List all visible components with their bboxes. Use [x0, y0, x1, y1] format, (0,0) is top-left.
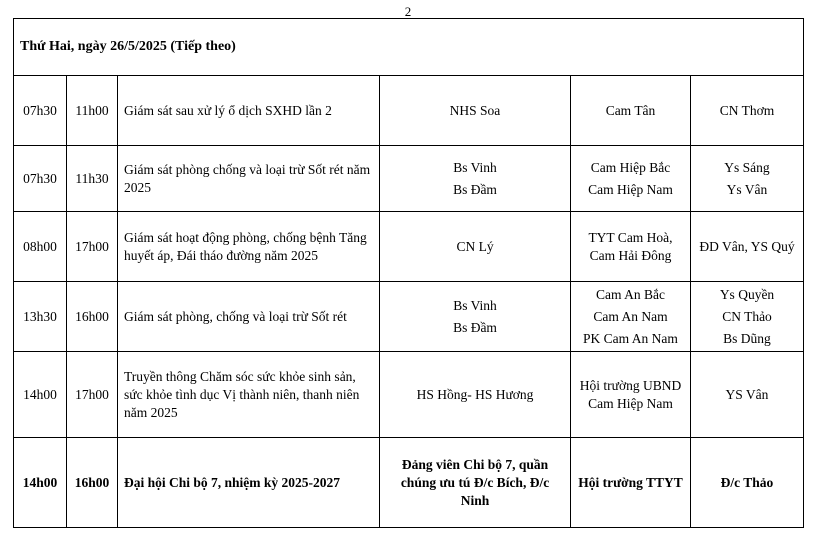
- lead-person: [380, 352, 571, 438]
- table-header: Thứ Hai, ngày 26/5/2025 (Tiếp theo): [14, 19, 804, 76]
- activity-content: Giám sát phòng, chống và loại trừ Sốt rét: [118, 282, 380, 352]
- schedule-table: [13, 18, 804, 528]
- assist-person-line: YS Vân: [725, 387, 769, 403]
- table-row: [14, 212, 804, 282]
- assist-person: [691, 282, 804, 352]
- location: [571, 76, 691, 146]
- start-time: 13h30: [14, 282, 67, 352]
- start-time: 14h00: [14, 438, 67, 528]
- start-time: 07h30: [14, 146, 67, 212]
- activity-content: Giám sát hoạt động phòng, chống bệnh Tăng huyết áp, Đái tháo đường năm 2025: [118, 212, 380, 282]
- assist-person-line: CN Thảo: [722, 308, 772, 324]
- location: [571, 352, 691, 438]
- assist-person-line: Ys Vân: [726, 181, 768, 197]
- location: [571, 212, 691, 282]
- assist-person-line: Bs Dũng: [723, 330, 771, 346]
- lead-person: [380, 282, 571, 352]
- start-time: 14h00: [14, 352, 67, 438]
- activity-content: Giám sát sau xử lý ổ dịch SXHD lần 2: [118, 76, 380, 146]
- page-number: 2: [404, 4, 412, 19]
- end-time: 11h00: [67, 76, 118, 146]
- table-row: [14, 146, 804, 212]
- lead-person-line: CN Lý: [456, 238, 494, 254]
- assist-person-line: ĐD Vân, YS Quý: [699, 238, 795, 254]
- location-line: Cam Tân: [605, 102, 656, 118]
- lead-person: [380, 212, 571, 282]
- end-time: 16h00: [67, 438, 118, 528]
- activity-content: Truyền thông Chăm sóc sức khỏe sinh sản, sức khỏe tình dục Vị thành niên, thanh niên năm 2025: [118, 352, 380, 438]
- end-time: 16h00: [67, 282, 118, 352]
- location-line: Cam An Nam: [593, 308, 668, 324]
- location-line: Cam Hiệp Bắc: [590, 159, 671, 175]
- location: [571, 146, 691, 212]
- start-time: 07h30: [14, 76, 67, 146]
- assist-person: [691, 352, 804, 438]
- activity-content: Đại hội Chi bộ 7, nhiệm kỳ 2025-2027: [118, 438, 380, 528]
- assist-person-line: Ys Sáng: [724, 159, 770, 175]
- location-line: Cam Hiệp Nam: [588, 181, 673, 197]
- assist-person: [691, 212, 804, 282]
- location-line: Hội trường TTYT: [578, 475, 683, 491]
- assist-person-line: Đ/c Thảo: [720, 475, 774, 491]
- location-line: Hội trường UBND Cam Hiệp Nam: [579, 378, 682, 411]
- lead-person-line: Bs Đầm: [453, 181, 497, 197]
- table-row: [14, 438, 804, 528]
- lead-person-line: Bs Vinh: [453, 159, 497, 175]
- lead-person-line: Bs Vinh: [453, 297, 497, 313]
- table-row: [14, 352, 804, 438]
- activity-content: Giám sát phòng chống và loại trừ Sốt rét năm 2025: [118, 146, 380, 212]
- end-time: 11h30: [67, 146, 118, 212]
- location-line: PK Cam An Nam: [583, 330, 678, 346]
- lead-person: [380, 438, 571, 528]
- table-row: [14, 282, 804, 352]
- assist-person-line: Ys Quyền: [719, 287, 775, 302]
- assist-person: [691, 76, 804, 146]
- assist-person-line: CN Thơm: [719, 102, 775, 118]
- lead-person: [380, 146, 571, 212]
- location: [571, 438, 691, 528]
- table-row: [14, 76, 804, 146]
- lead-person-line: HS Hồng- HS Hương: [416, 387, 534, 403]
- end-time: 17h00: [67, 352, 118, 438]
- lead-person-line: Đảng viên Chi bộ 7, quần chúng ưu tú Đ/c Bích, Đ/c Ninh: [400, 457, 550, 508]
- end-time: 17h00: [67, 212, 118, 282]
- lead-person-line: NHS Soa: [449, 102, 501, 118]
- location-line: TYT Cam Hoà, Cam Hải Đông: [588, 229, 673, 263]
- location-line: Cam An Bắc: [596, 287, 665, 302]
- start-time: 08h00: [14, 212, 67, 282]
- assist-person: [691, 438, 804, 528]
- location: [571, 282, 691, 352]
- lead-person: [380, 76, 571, 146]
- assist-person: [691, 146, 804, 212]
- lead-person-line: Bs Đầm: [453, 319, 497, 335]
